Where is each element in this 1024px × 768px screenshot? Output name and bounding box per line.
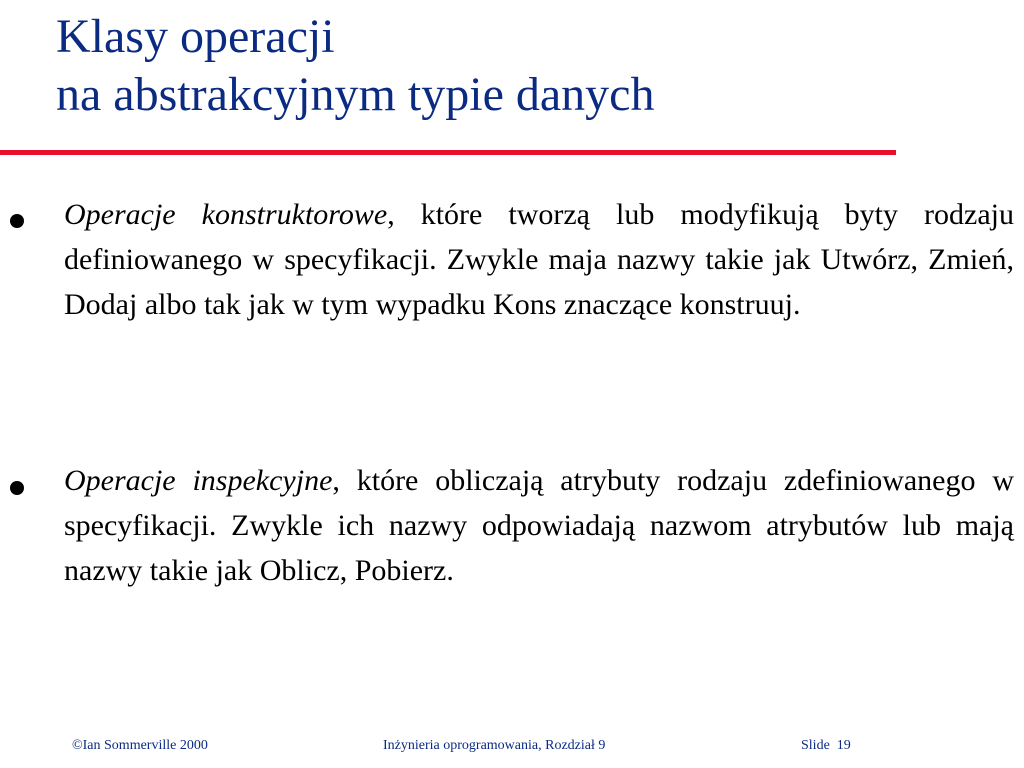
bullet-body: , które obliczają atrybuty rodzaju zdefiniowanego w specyfikacji. Zwykle ich nazwy odpowiadają nazwom atrybutów lub mają nazwy takie jak Oblicz, Pobierz. [64, 464, 1015, 587]
slide-title [56, 8, 956, 124]
bullet-dot-icon [10, 214, 24, 228]
bullet-term: Operacje konstruktorowe [64, 198, 388, 231]
title-line-2: na abstrakcyjnym typie danych [56, 68, 655, 121]
title-line-1: Klasy operacji [56, 10, 335, 63]
bullet-body: , które tworzą lub modyfikują byty rodzaju definiowanego w specyfikacji. Zwykle maja nazwy takie jak Utwórz, Zmień, Dodaj albo tak jak w tym wypadku Kons znaczące konstruuj. [64, 198, 1014, 321]
bullet-dot-icon [10, 481, 24, 495]
footer-copyright: ©Ian Sommerville 2000 [72, 738, 208, 753]
title-underline [0, 150, 896, 155]
footer-course: Inżynieria oprogramowania, Rozdział 9 [383, 738, 606, 753]
bullet-term: Operacje inspekcyjne [64, 464, 333, 497]
bullet-item-constructor [64, 192, 1014, 327]
bullet-item-inspection [64, 458, 1014, 593]
footer-slide-number: Slide 19 [801, 738, 851, 753]
